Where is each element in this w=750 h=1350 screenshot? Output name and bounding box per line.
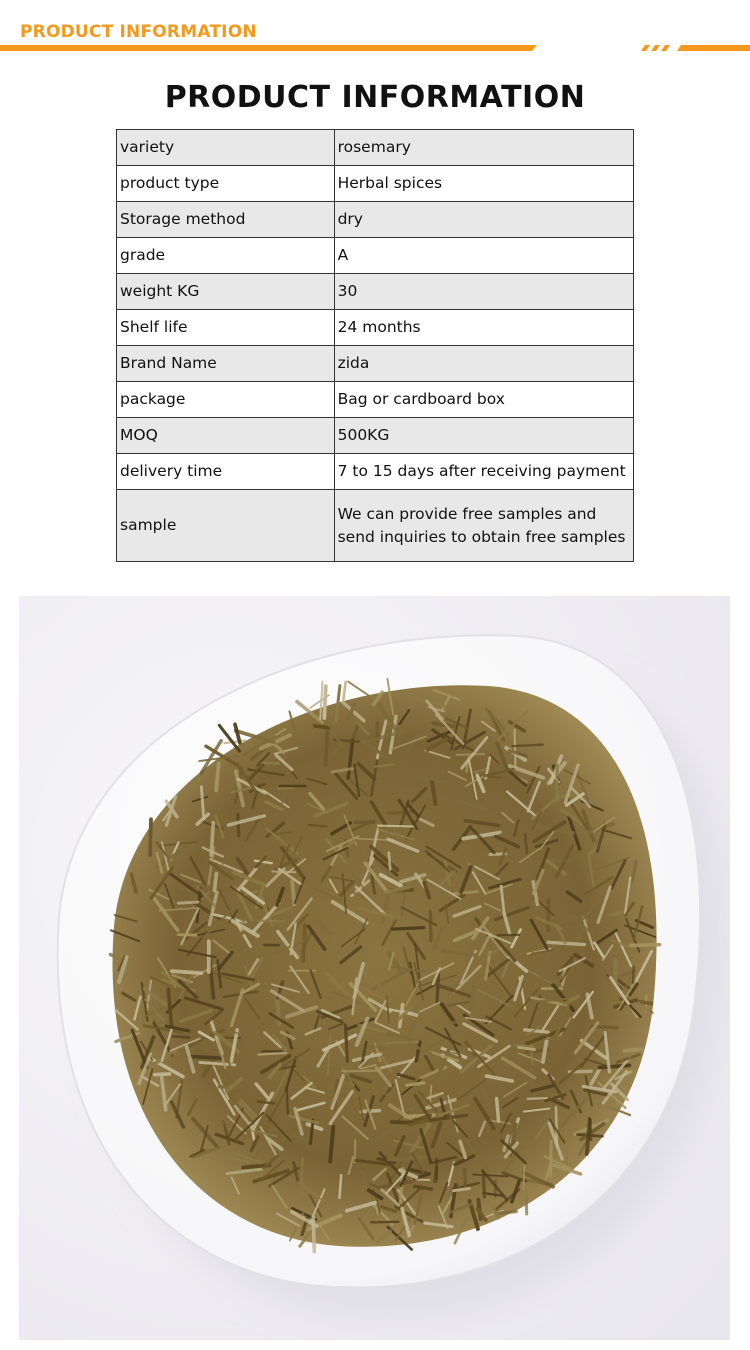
- spec-value: 24 months: [334, 310, 633, 346]
- spec-value: Herbal spices: [334, 166, 633, 202]
- table-row: [117, 130, 634, 166]
- spec-value: zida: [334, 346, 633, 382]
- table-row: [117, 346, 634, 382]
- spec-label: sample: [117, 490, 335, 562]
- spec-label: MOQ: [117, 418, 335, 454]
- spec-label: product type: [117, 166, 335, 202]
- spec-table: [116, 129, 634, 562]
- table-row: [117, 274, 634, 310]
- spec-value: rosemary: [334, 130, 633, 166]
- table-row: [117, 310, 634, 346]
- table-row: [117, 202, 634, 238]
- table-row: [117, 166, 634, 202]
- spec-label: package: [117, 382, 335, 418]
- spec-label: Storage method: [117, 202, 335, 238]
- table-row: [117, 490, 634, 562]
- table-row: [117, 454, 634, 490]
- spec-label: Shelf life: [117, 310, 335, 346]
- spec-value: 500KG: [334, 418, 633, 454]
- table-row: [117, 418, 634, 454]
- banner-title: PRODUCT INFORMATION: [20, 22, 257, 42]
- spec-label: Brand Name: [117, 346, 335, 382]
- spec-value: We can provide free samples and send inquiries to obtain free samples: [334, 490, 633, 562]
- spec-value: 30: [334, 274, 633, 310]
- spec-value: A: [334, 238, 633, 274]
- page-title: PRODUCT INFORMATION: [164, 80, 586, 115]
- spec-label: variety: [117, 130, 335, 166]
- product-photo: [19, 596, 730, 1340]
- dried-rosemary-bowl-icon: [19, 596, 730, 1340]
- table-row: [117, 238, 634, 274]
- spec-value: dry: [334, 202, 633, 238]
- spec-value: Bag or cardboard box: [334, 382, 633, 418]
- banner-divider: [0, 44, 750, 52]
- spec-label: grade: [117, 238, 335, 274]
- table-row: [117, 382, 634, 418]
- spec-label: weight KG: [117, 274, 335, 310]
- section-banner: [0, 0, 750, 52]
- spec-value: 7 to 15 days after receiving payment: [334, 454, 633, 490]
- spec-label: delivery time: [117, 454, 335, 490]
